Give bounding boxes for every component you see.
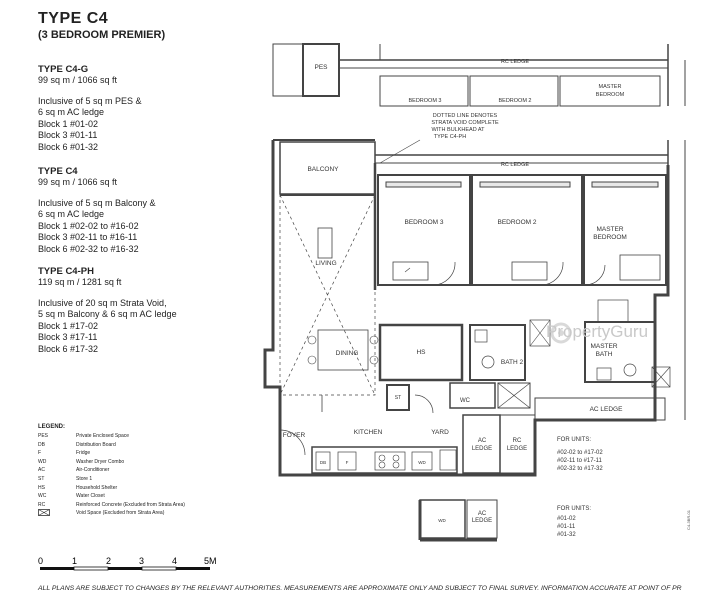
variant-area: 99 sq m / 1066 sq ft	[38, 177, 118, 187]
variant-line: Block 1 #01-02	[38, 118, 99, 129]
variant-name: TYPE C4-PH	[38, 266, 94, 277]
room-label: BEDROOM 3	[404, 219, 444, 226]
variant-line: Inclusive of 5 sq m PES &	[38, 95, 142, 106]
scale-tick-label: 5M	[204, 556, 217, 566]
pes-wall-left	[273, 44, 303, 96]
room-label: MASTER	[590, 343, 618, 350]
legend-abbr: PES	[38, 433, 49, 439]
disclaimer: ALL PLANS ARE SUBJECT TO CHANGES BY THE RELEVANT AUTHORITIES. MEASUREMENTS ARE APPROXIMATE ONLY AND SUBJECT TO FINAL SURVEY. INFORMATION ACCURATE AT POINT OF PR	[38, 585, 682, 592]
legend-desc: Store 1	[76, 475, 93, 482]
variant-line: Block 3 #02-11 to #16-11	[38, 232, 138, 242]
units-line: #02-11 to #17-11	[557, 458, 602, 464]
units-line: #02-32 to #17-32	[557, 466, 603, 472]
appliance-label: F	[345, 460, 349, 465]
legend-desc: Private Enclosed Space	[76, 433, 130, 439]
plan-note: TYPE C4-PH	[433, 134, 467, 140]
watermark-text: PropertyGuru	[546, 322, 649, 341]
units-line: #01-11	[557, 524, 576, 530]
room-label: BEDROOM	[593, 234, 627, 241]
units-line: #01-32	[557, 532, 576, 538]
room-label: BEDROOM 2	[498, 98, 532, 104]
side-code: C4-3BR-01	[686, 509, 691, 530]
variant-line: Block 6 #17-32	[38, 343, 99, 354]
units-line: #02-02 to #17-02	[557, 450, 603, 456]
legend-abbr: WD	[38, 458, 47, 465]
scale-tick-label: 2	[106, 556, 112, 566]
room-label: FOYER	[282, 432, 306, 439]
room-label: LEDGE	[471, 518, 493, 524]
room-label: HS	[416, 349, 426, 356]
plan-subtitle: (3 BEDROOM PREMIER)	[38, 29, 166, 41]
plan-note: DOTTED LINE DENOTES	[432, 113, 498, 119]
room-label: AC	[477, 511, 487, 517]
units-line: #01-02	[557, 516, 576, 522]
room-label: LEDGE	[506, 446, 528, 452]
room-label: LEDGE	[471, 446, 493, 452]
plan-note: STRATA VOID COMPLETE	[431, 120, 499, 126]
variant-name: TYPE C4-G	[38, 64, 89, 75]
variant-line: Block 1 #17-02	[38, 320, 99, 331]
room-label: BALCONY	[307, 166, 339, 173]
legend-desc: Reinforced Concrete (Excluded from Strata Area)	[76, 501, 185, 508]
room-label: WC	[460, 398, 470, 404]
scale-tick-label: 3	[139, 556, 145, 566]
room-label: AC	[477, 438, 487, 444]
room-label: MASTER	[598, 84, 622, 90]
plan-note: WITH BULKHEAD AT	[431, 127, 485, 133]
variant-line: 5 sq m Balcony & 6 sq m AC ledge	[38, 309, 177, 319]
variant-line: Block 3 #17-11	[38, 332, 98, 342]
legend-heading: LEGEND:	[38, 424, 65, 430]
room-label: DINING	[335, 350, 359, 357]
room-label: BEDROOM 2	[497, 219, 537, 226]
appliance-label: DB	[319, 460, 327, 465]
legend-desc: Washer Dryer Combo	[76, 458, 125, 465]
legend-desc: Household Shelter	[76, 484, 118, 491]
variant-line: Inclusive of 5 sq m Balcony &	[38, 197, 156, 208]
room-label: RC LEDGE	[500, 162, 530, 168]
legend-desc: Void Space (Excluded from Strata Area)	[76, 510, 165, 517]
scale-tick-label: 0	[38, 556, 44, 566]
room-label: BEDROOM 3	[408, 98, 442, 104]
scale-tick-label: 1	[72, 556, 78, 566]
legend-desc: Distribution Board	[76, 441, 116, 448]
scale-tick-label: 4	[172, 556, 178, 566]
room-label: BEDROOM	[595, 92, 625, 98]
variant-line: Block 3 #01-11	[38, 130, 98, 140]
legend-abbr: F	[38, 450, 42, 457]
variant-line: 6 sq m AC ledge	[38, 209, 105, 219]
variant-area: 99 sq m / 1066 sq ft	[38, 75, 118, 85]
units-heading: FOR UNITS:	[557, 506, 591, 512]
variant-line: Block 1 #02-02 to #16-02	[38, 220, 139, 231]
legend-desc: Fridge	[76, 450, 91, 457]
legend-abbr: HS	[38, 484, 45, 491]
legend-abbr: AC	[38, 467, 45, 474]
legend-desc: Water Closet	[76, 493, 105, 500]
legend-abbr: WC	[38, 493, 47, 500]
appliance-label: WD	[438, 518, 446, 523]
variant-line: Block 6 #01-32	[38, 141, 99, 152]
legend-desc: Air-Conditioner	[76, 467, 110, 474]
room-label: YARD	[431, 429, 449, 436]
variant-area: 119 sq m / 1281 sq ft	[38, 277, 122, 287]
variant-name: TYPE C4	[38, 166, 78, 177]
appliance-label: WD	[418, 460, 426, 465]
room-label: BATH 2	[500, 359, 524, 366]
legend-abbr: DB	[38, 441, 45, 448]
legend-abbr: RC	[38, 501, 46, 508]
variant-line: Inclusive of 20 sq m Strata Void,	[38, 297, 167, 308]
room-label: BATH	[595, 351, 613, 358]
room-label: PES	[314, 64, 328, 71]
room-label: RC LEDGE	[500, 59, 530, 65]
legend-abbr: ST	[38, 475, 45, 482]
room-label: AC LEDGE	[589, 406, 623, 413]
variant-line: Block 6 #02-32 to #16-32	[38, 243, 139, 254]
room-label: MASTER	[596, 226, 624, 233]
room-label: RC	[512, 438, 522, 444]
room-label: KITCHEN	[353, 429, 383, 436]
room-label: LIVING	[315, 260, 337, 267]
room-label: ST	[394, 395, 402, 401]
variant-line: 6 sq m AC ledge	[38, 107, 105, 117]
plan-title: TYPE C4	[38, 10, 109, 27]
units-heading: FOR UNITS:	[557, 437, 591, 443]
